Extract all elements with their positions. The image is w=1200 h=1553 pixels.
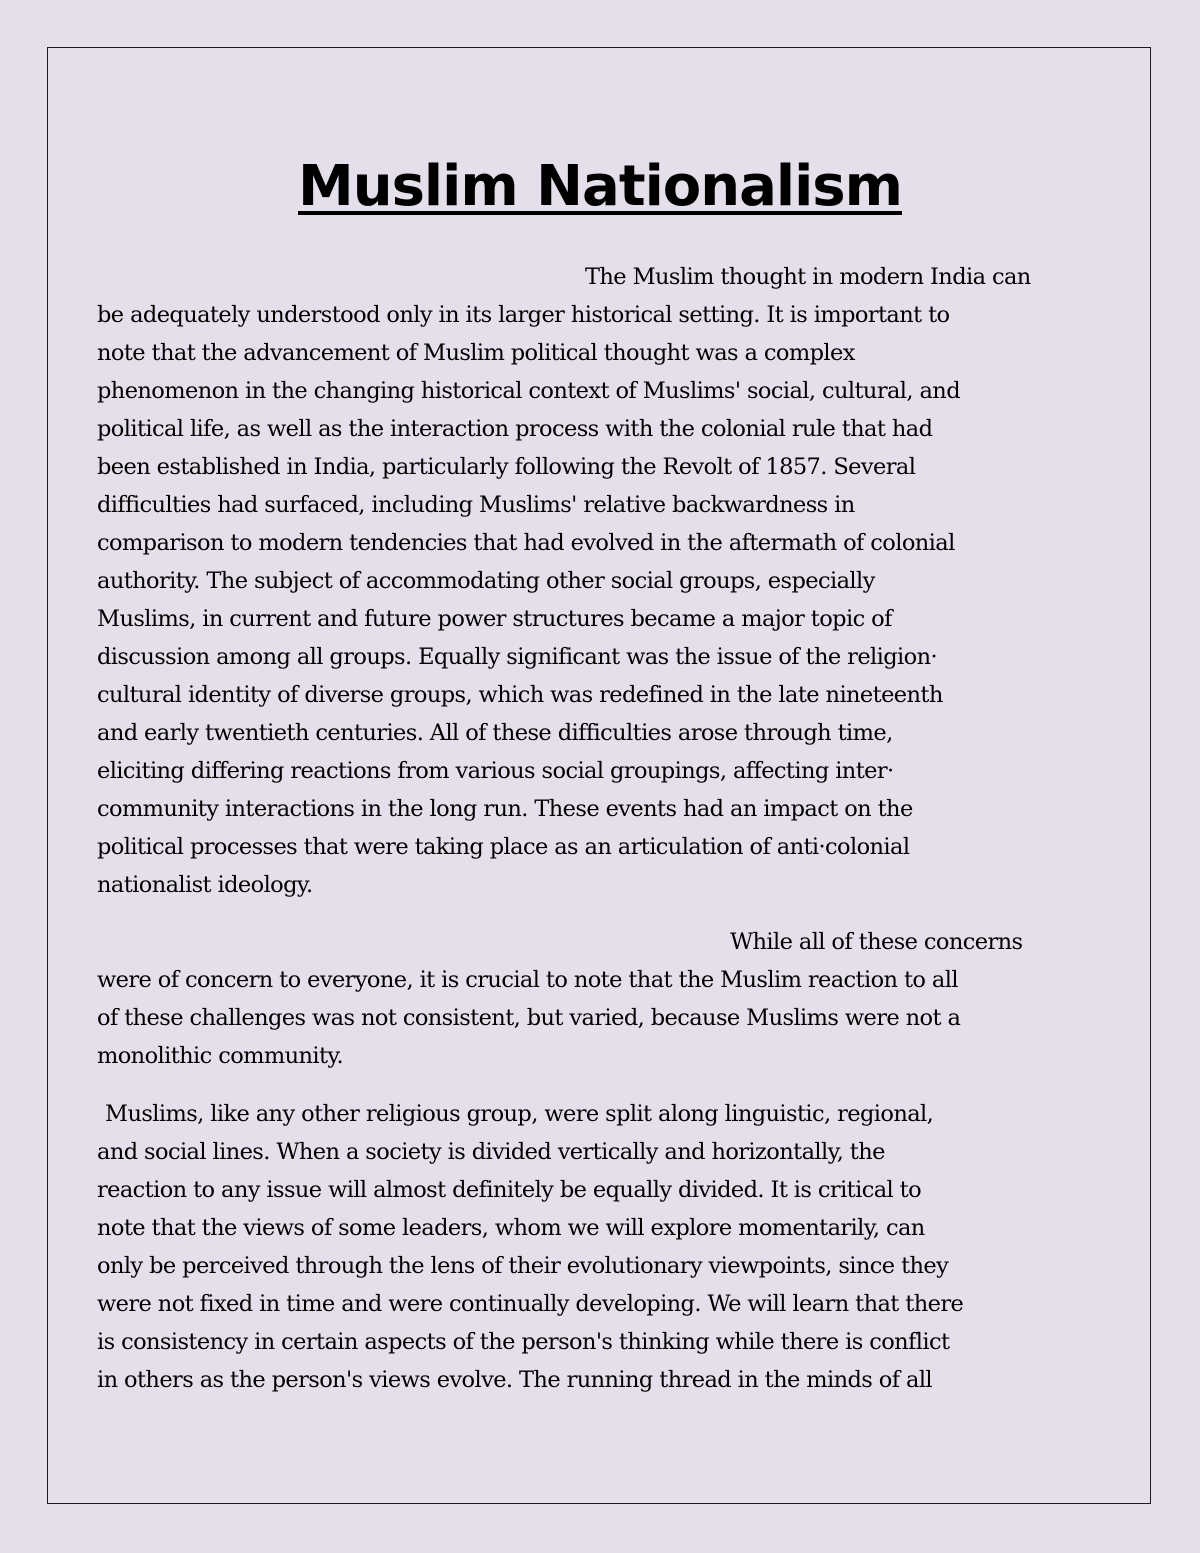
text-line: comparison to modern tendencies that had evolved in the aftermath of colonial bbox=[97, 530, 955, 556]
text-line: While all of these concerns bbox=[730, 929, 1023, 955]
document-title: Muslim Nationalism bbox=[298, 154, 902, 219]
text-line: is consistency in certain aspects of the person's thinking while there is conflict bbox=[97, 1329, 950, 1355]
text-line: Muslims, in current and future power structures became a major topic of bbox=[97, 606, 892, 632]
text-line: cultural identity of diverse groups, which was redefined in the late nineteenth bbox=[97, 682, 943, 708]
text-line: nationalist ideology. bbox=[97, 872, 313, 898]
text-line: Muslims, like any other religious group, were split along linguistic, regional, bbox=[105, 1101, 934, 1127]
text-line: reaction to any issue will almost definitely be equally divided. It is critical to bbox=[97, 1177, 922, 1203]
text-line: monolithic community. bbox=[97, 1043, 344, 1069]
text-line: of these challenges was not consistent, but varied, because Muslims were not a bbox=[97, 1005, 961, 1031]
text-line: political processes that were taking place as an articulation of anti·colonial bbox=[97, 834, 910, 860]
text-line: community interactions in the long run. These events had an impact on the bbox=[97, 796, 913, 822]
text-line: The Muslim thought in modern India can bbox=[585, 264, 1031, 290]
text-line: note that the views of some leaders, whom we will explore momentarily, can bbox=[97, 1215, 925, 1241]
text-line: authority. The subject of accommodating other social groups, especially bbox=[97, 568, 875, 594]
text-line: and social lines. When a society is divided vertically and horizontally, the bbox=[97, 1139, 885, 1165]
text-line: only be perceived through the lens of their evolutionary viewpoints, since they bbox=[97, 1253, 949, 1279]
text-line: note that the advancement of Muslim political thought was a complex bbox=[97, 340, 855, 366]
text-line: difficulties had surfaced, including Muslims' relative backwardness in bbox=[97, 492, 855, 518]
text-line: been established in India, particularly following the Revolt of 1857. Several bbox=[97, 454, 916, 480]
text-line: and early twentieth centuries. All of these difficulties arose through time, bbox=[97, 720, 893, 746]
text-line: political life, as well as the interaction process with the colonial rule that had bbox=[97, 416, 933, 442]
text-line: eliciting differing reactions from various social groupings, affecting inter· bbox=[97, 758, 894, 784]
text-line: be adequately understood only in its larger historical setting. It is important to bbox=[97, 302, 950, 328]
text-line: were not fixed in time and were continually developing. We will learn that there bbox=[97, 1291, 964, 1317]
text-line: in others as the person's views evolve. The running thread in the minds of all bbox=[97, 1367, 933, 1393]
text-line: were of concern to everyone, it is crucial to note that the Muslim reaction to all bbox=[97, 967, 958, 993]
text-line: phenomenon in the changing historical context of Muslims' social, cultural, and bbox=[97, 378, 960, 404]
text-line: discussion among all groups. Equally significant was the issue of the religion· bbox=[97, 644, 938, 670]
